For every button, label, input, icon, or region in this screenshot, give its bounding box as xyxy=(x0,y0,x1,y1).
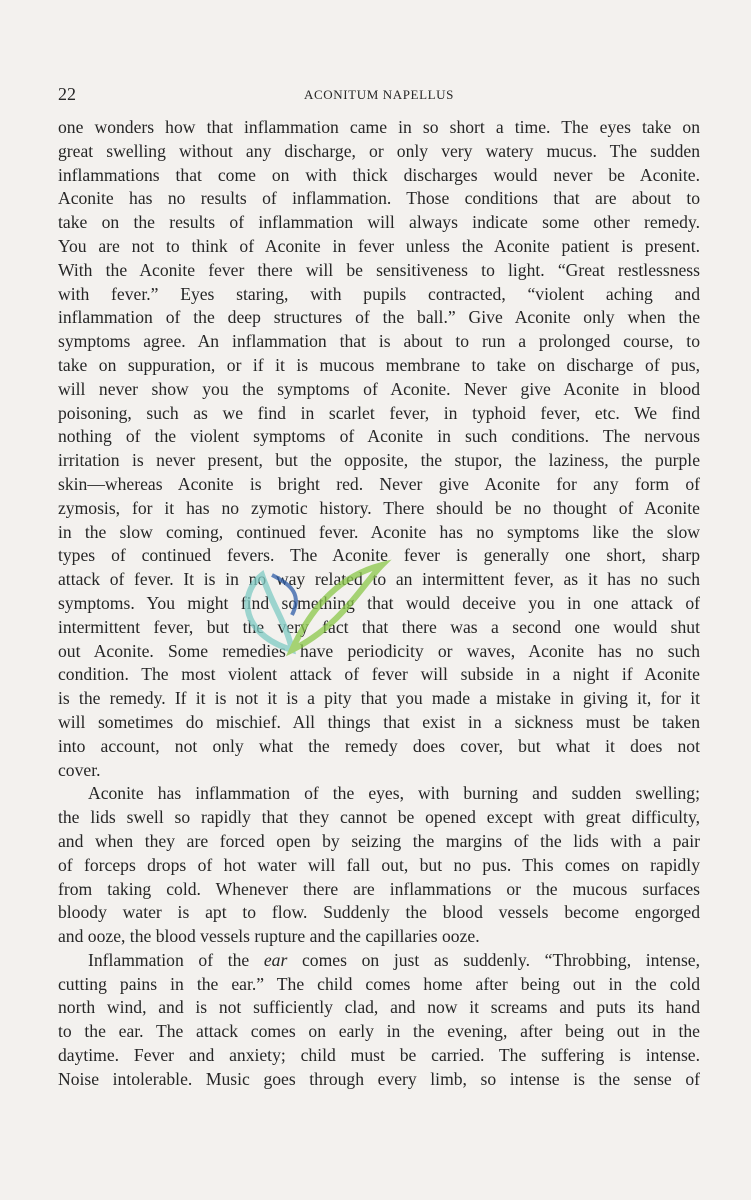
text-line: the lids swell so rapidly that they cannot be opened except with great difficulty, xyxy=(58,807,700,828)
text-line: and ooze, the blood vessels rupture and the capillaries ooze. xyxy=(58,926,480,947)
text-line: north wind, and is not sufficiently clad, and now it screams and puts its hand xyxy=(58,997,700,1018)
text-line: inflammation of the deep structures of the ball.” Give Aconite only when the xyxy=(58,307,700,328)
page-header xyxy=(58,84,700,108)
text-line: attack of fever. It is in no way related to an intermittent fever, as it has no such xyxy=(58,569,700,590)
text-line: is the remedy. If it is not it is a pity that you made a mistake in giving it, for it xyxy=(58,688,700,709)
text-line: symptoms agree. An inflammation that is about to run a prolonged course, to xyxy=(58,331,700,352)
text-line: intermittent fever, but the very fact that there was a second one would shut xyxy=(58,616,700,637)
text-line: skin—whereas Aconite is bright red. Never give Aconite for any form of xyxy=(58,473,700,494)
text-line: out Aconite. Some remedies have periodicity or waves, Aconite has no such xyxy=(58,640,700,661)
text-line: Aconite has inflammation of the eyes, with burning and sudden swelling; xyxy=(88,783,700,804)
text-line: with fever.” Eyes staring, with pupils contracted, “violent aching and xyxy=(58,283,700,304)
text-line: daytime. Fever and anxiety; child must be carried. The suffering is intense. xyxy=(58,1045,700,1066)
text-segment: Inflammation of the xyxy=(88,949,264,970)
text-line: take on suppuration, or if it is mucous membrane to take on discharge of pus, xyxy=(58,354,700,375)
italic-word: ear xyxy=(263,949,288,970)
running-title: ACONITUM NAPELLUS xyxy=(304,87,454,102)
text-line: from taking cold. Whenever there are inflammations or the mucous surfaces xyxy=(58,878,700,899)
text-line: With the Aconite fever there will be sensitiveness to light. “Great restlessness xyxy=(58,259,700,280)
text-line: You are not to think of Aconite in fever unless the Aconite patient is present. xyxy=(58,235,700,256)
text-line: will never show you the symptoms of Aconite. Never give Aconite in blood xyxy=(58,378,700,399)
text-line: one wonders how that inflammation came in so short a time. The eyes take on xyxy=(58,117,700,137)
text-line: will sometimes do mischief. All things that exist in a sickness must be taken xyxy=(58,711,700,732)
text-line: nothing of the violent symptoms of Aconite in such conditions. The nervous xyxy=(58,426,700,447)
text-line: to the ear. The attack comes on early in the evening, after being out in the xyxy=(58,1021,700,1042)
page-number: 22 xyxy=(58,84,76,104)
text-line: poisoning, such as we find in scarlet fever, in typhoid fever, etc. We find xyxy=(58,402,700,423)
text-line: of forceps drops of hot water will fall out, but no pus. This comes on rapidly xyxy=(58,854,700,875)
text-line: take on the results of inflammation will always indicate some other remedy. xyxy=(58,212,700,233)
text-line: cover. xyxy=(58,759,101,780)
text-line: into account, not only what the remedy does cover, but what it does not xyxy=(58,735,700,756)
text-line: Noise intolerable. Music goes through every limb, so intense is the sense of xyxy=(58,1068,700,1089)
text-line: in the slow coming, continued fever. Aconite has no symptoms like the slow xyxy=(58,521,700,542)
text-line: types of continued fevers. The Aconite fever is generally one short, sharp xyxy=(58,545,700,566)
text-line: condition. The most violent attack of fever will subside in a night if Aconite xyxy=(58,664,700,685)
text-line xyxy=(58,949,700,973)
text-segment: comes on just as suddenly. “Throbbing, intense, xyxy=(287,949,701,970)
text-line: Aconite has no results of inflammation. Those conditions that are about to xyxy=(58,188,700,209)
text-line: zymosis, for it has no zymotic history. There should be no thought of Aconite xyxy=(58,497,700,518)
body-text xyxy=(58,116,700,1092)
text-line: symptoms. You might find something that would deceive you in one attack of xyxy=(58,592,700,613)
text-line: cutting pains in the ear.” The child comes home after being out in the cold xyxy=(58,973,700,994)
text-line: bloody water is apt to flow. Suddenly the blood vessels become engorged xyxy=(58,902,700,923)
text-line: irritation is never present, but the opposite, the stupor, the laziness, the purple xyxy=(58,450,700,471)
text-line: and when they are forced open by seizing the margins of the lids with a pair xyxy=(58,830,700,851)
text-line: great swelling without any discharge, or only very watery mucus. The sudden xyxy=(58,140,700,161)
text-line: inflammations that come on with thick discharges would never be Aconite. xyxy=(58,164,700,185)
